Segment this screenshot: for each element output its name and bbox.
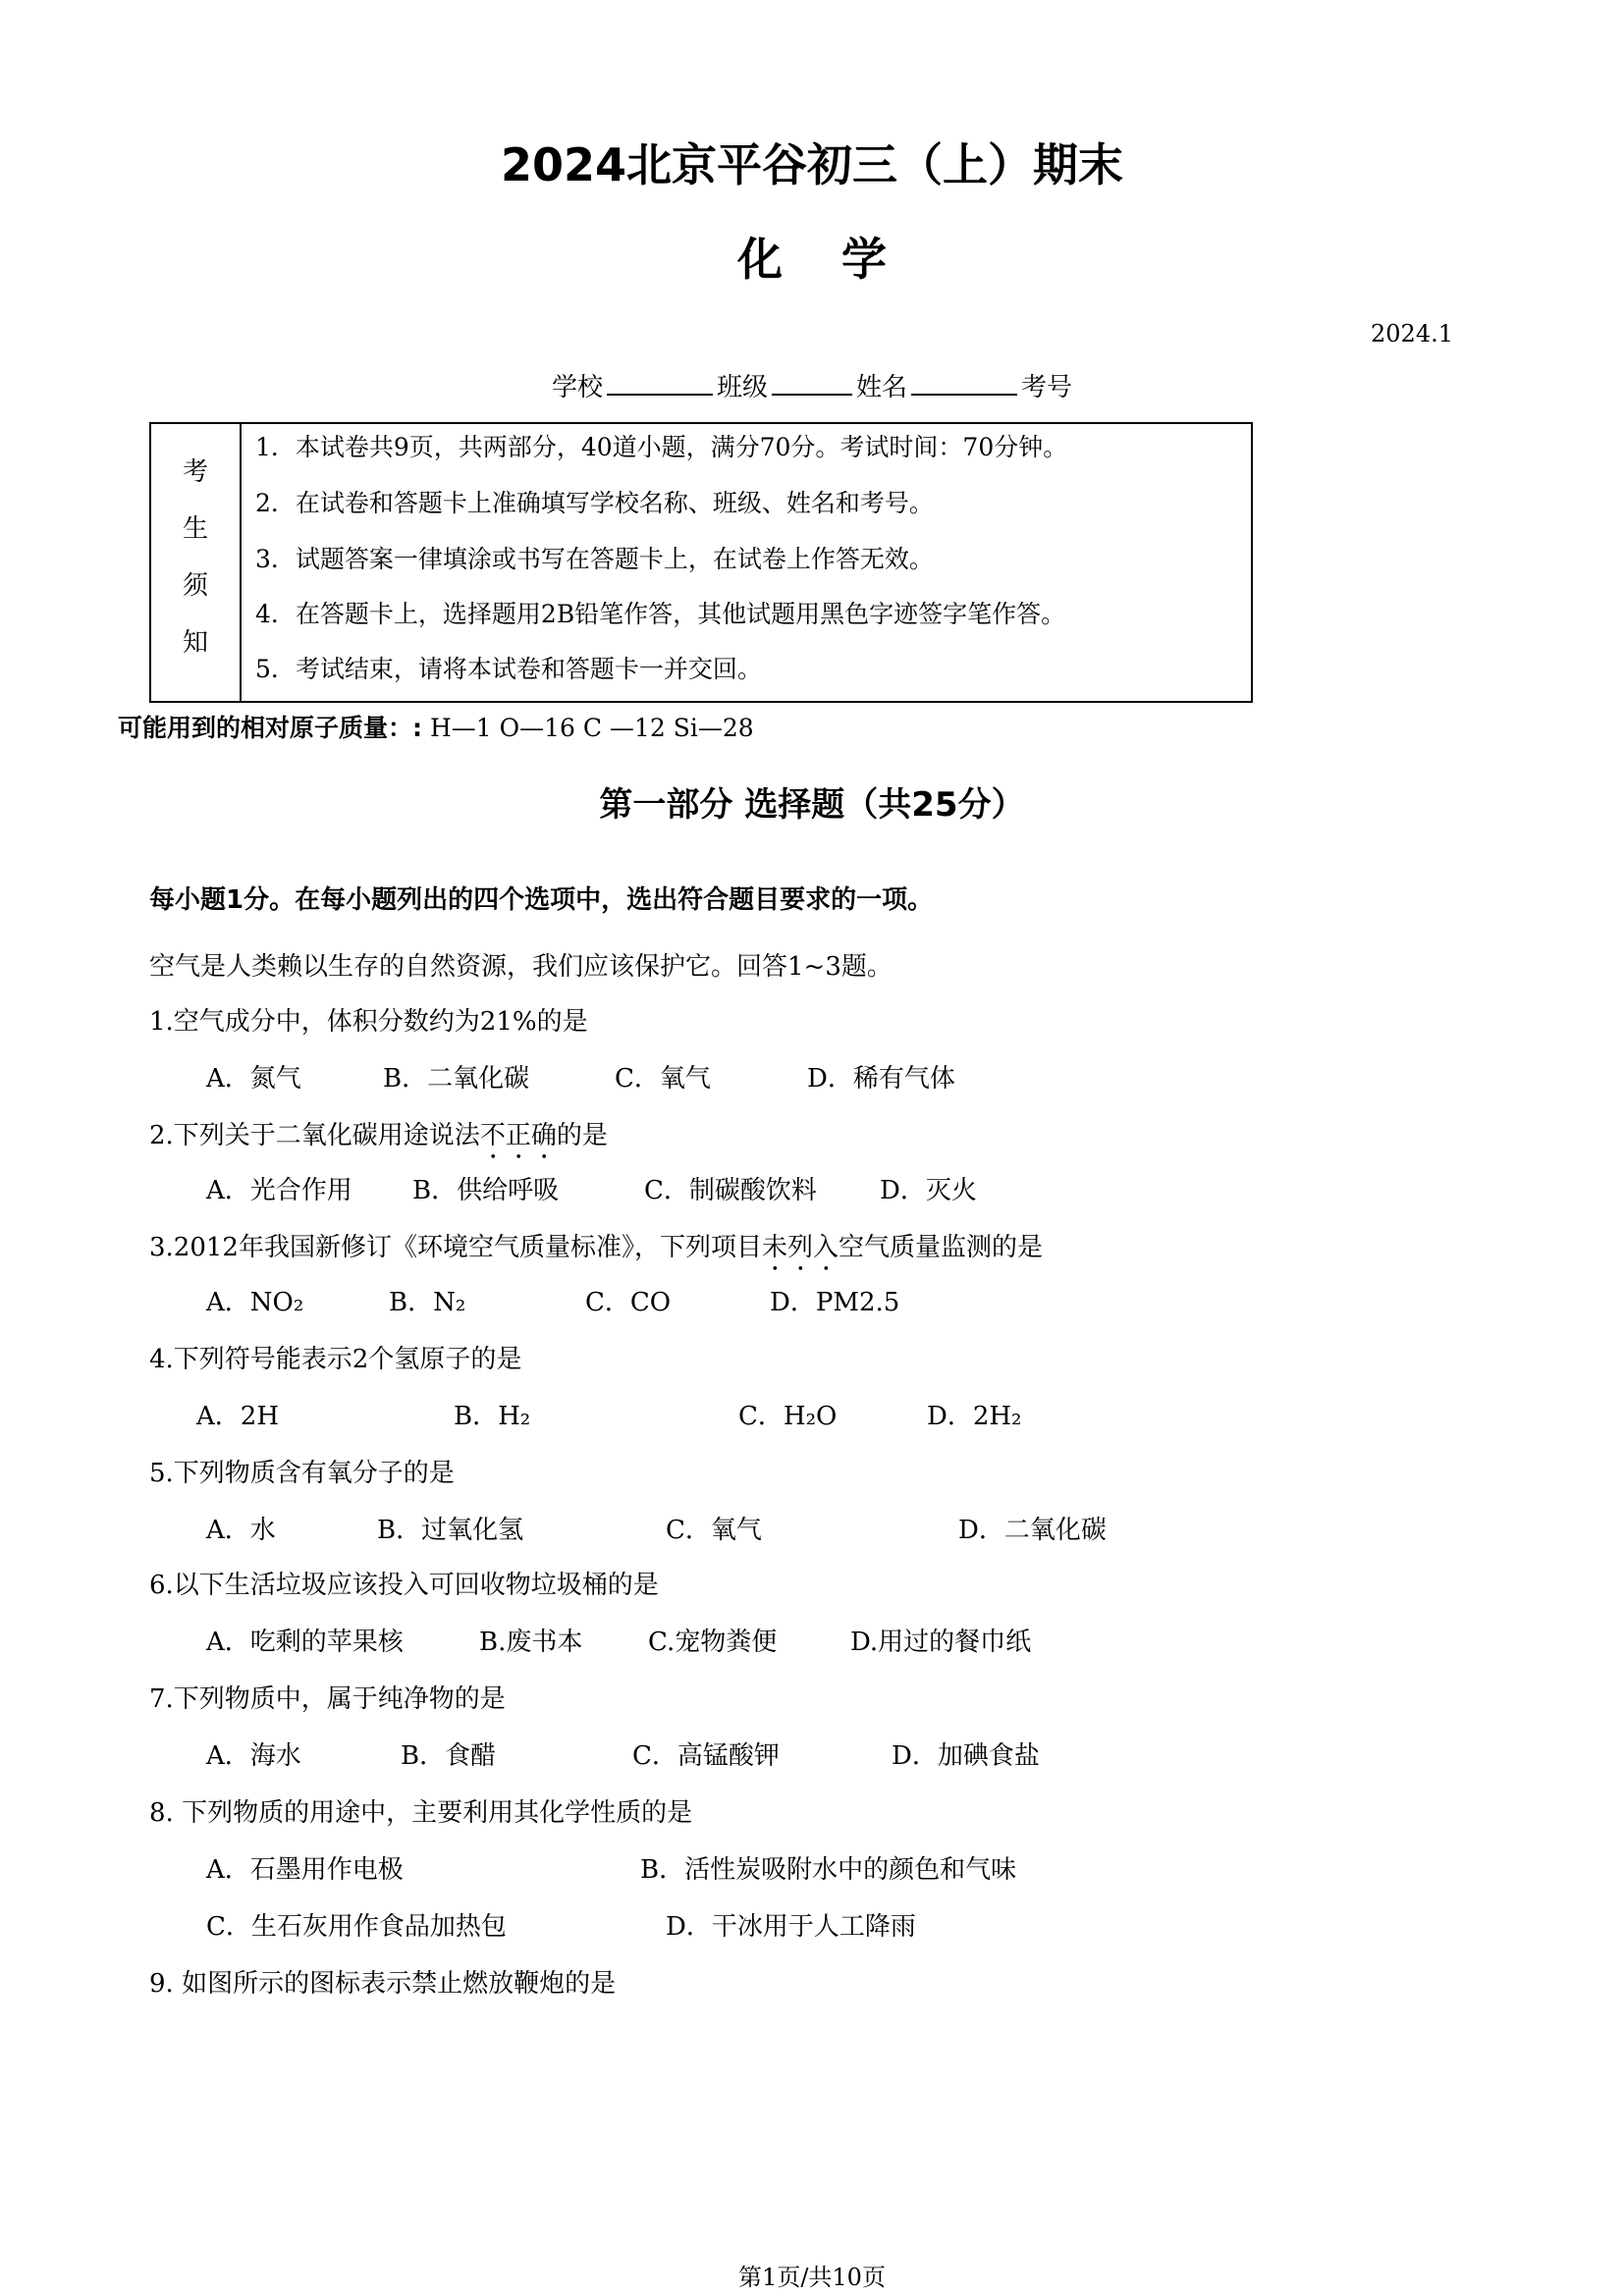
- exam-notes-box: [149, 422, 1253, 703]
- question-stem: 7.下列物质中，属于纯净物的是: [149, 1684, 506, 1714]
- question-group-intro: 空气是人类赖以生存的自然资源，我们应该保护它。回答1~3题。: [149, 952, 893, 982]
- atomic-masses: [118, 709, 754, 744]
- side-char: 知: [182, 628, 208, 658]
- question-stem: 6.以下生活垃圾应该投入可回收物垃圾桶的是: [149, 1571, 659, 1600]
- question-stem: 1.空气成分中，体积分数约为21%的是: [149, 1007, 588, 1037]
- note-item: 1．本试卷共9页，共两部分，40道小题，满分70分。考试时间：70分钟。: [255, 433, 1068, 461]
- stem-text: 2.下列关于二氧化碳用途说法: [149, 1121, 480, 1150]
- option: A．海水: [206, 1741, 301, 1771]
- side-char: 须: [182, 571, 208, 601]
- option: C．H₂O: [738, 1402, 838, 1431]
- option: B．二氧化碳: [383, 1064, 530, 1094]
- subject-title: 化学: [737, 233, 946, 286]
- stem-text: 3.2012年我国新修订《环境空气质量标准》，下列项目: [149, 1233, 762, 1262]
- option: D.用过的餐巾纸: [850, 1628, 1032, 1657]
- option: D．加碘食盐: [892, 1741, 1040, 1771]
- name-blank: [911, 372, 1017, 396]
- class-blank: [772, 372, 852, 396]
- option: A．2H: [196, 1402, 279, 1431]
- note-item: 5．考试结束，请将本试卷和答题卡一并交回。: [255, 655, 762, 683]
- option: D．稀有气体: [807, 1064, 955, 1094]
- note-item: 4．在答题卡上，选择题用2B铅笔作答，其他试题用黑色字迹签字笔作答。: [255, 600, 1066, 628]
- option: C．高锰酸钾: [632, 1741, 780, 1771]
- page-footer: 第1页/共10页: [738, 2264, 886, 2291]
- number-label: 考号: [1021, 373, 1073, 402]
- name-label: 姓名: [856, 373, 908, 402]
- option: B．活性炭吸附水中的颜色和气味: [640, 1855, 1017, 1885]
- emphasized-text: 未列入: [761, 1233, 839, 1262]
- option: B.废书本: [479, 1628, 583, 1657]
- option: B．过氧化氢: [377, 1516, 524, 1545]
- school-blank: [607, 372, 713, 396]
- student-info-line: [552, 367, 1072, 403]
- option: C．生石灰用作食品加热包: [206, 1912, 507, 1942]
- section-instruction: 每小题1分。在每小题列出的四个选项中，选出符合题目要求的一项。: [149, 885, 934, 915]
- option: B．N₂: [389, 1288, 466, 1317]
- notes-side-label: [151, 424, 242, 701]
- option: D．PM2.5: [770, 1288, 900, 1317]
- option: C．氧气: [666, 1516, 762, 1545]
- note-item: 3．试题答案一律填涂或书写在答题卡上，在试卷上作答无效。: [255, 545, 934, 573]
- option: D．2H₂: [927, 1402, 1022, 1431]
- option: A．NO₂: [206, 1288, 304, 1317]
- exam-title: 2024北京平谷初三（上）期末: [500, 138, 1124, 191]
- class-label: 班级: [717, 373, 769, 402]
- option: A．吃剩的苹果核: [206, 1628, 404, 1657]
- option: C.宠物粪便: [648, 1628, 778, 1657]
- option: C．制碳酸饮料: [644, 1176, 817, 1205]
- school-label: 学校: [552, 373, 604, 402]
- section-title: 第一部分 选择题（共25分）: [599, 785, 1025, 825]
- option: B．供给呼吸: [412, 1176, 560, 1205]
- option: D．二氧化碳: [958, 1516, 1107, 1545]
- option: A．石墨用作电极: [206, 1855, 404, 1885]
- question-stem: [149, 1227, 1043, 1277]
- question-stem: 8. 下列物质的用途中，主要利用其化学性质的是: [149, 1798, 693, 1828]
- option: B．食醋: [401, 1741, 497, 1771]
- option: C．CO: [585, 1288, 672, 1317]
- emphasized-text: 不正确: [479, 1121, 557, 1150]
- option: D．干冰用于人工降雨: [666, 1912, 916, 1942]
- stem-text: 空气质量监测的是: [839, 1233, 1044, 1262]
- option: A．氮气: [206, 1064, 301, 1094]
- option: B．H₂: [454, 1402, 531, 1431]
- stem-text: 的是: [556, 1121, 608, 1150]
- side-char: 考: [182, 457, 208, 487]
- question-stem: 9. 如图所示的图标表示禁止燃放鞭炮的是: [149, 1969, 617, 1999]
- question-stem: 5.下列物质含有氧分子的是: [149, 1459, 455, 1488]
- atomic-masses-label: 可能用到的相对原子质量：:: [118, 714, 422, 742]
- side-char: 生: [182, 514, 208, 544]
- note-item: 2．在试卷和答题卡上准确填写学校名称、班级、姓名和考号。: [255, 489, 934, 517]
- option: C．氧气: [615, 1064, 711, 1094]
- option: A．水: [206, 1516, 276, 1545]
- option: A．光合作用: [206, 1176, 352, 1205]
- question-stem: 4.下列符号能表示2个氢原子的是: [149, 1345, 522, 1374]
- exam-date: 2024.1: [1371, 320, 1453, 347]
- option: D．灭火: [880, 1176, 977, 1205]
- atomic-masses-values: H—1 O—16 C —12 Si—28: [429, 714, 754, 742]
- question-stem: [149, 1115, 608, 1165]
